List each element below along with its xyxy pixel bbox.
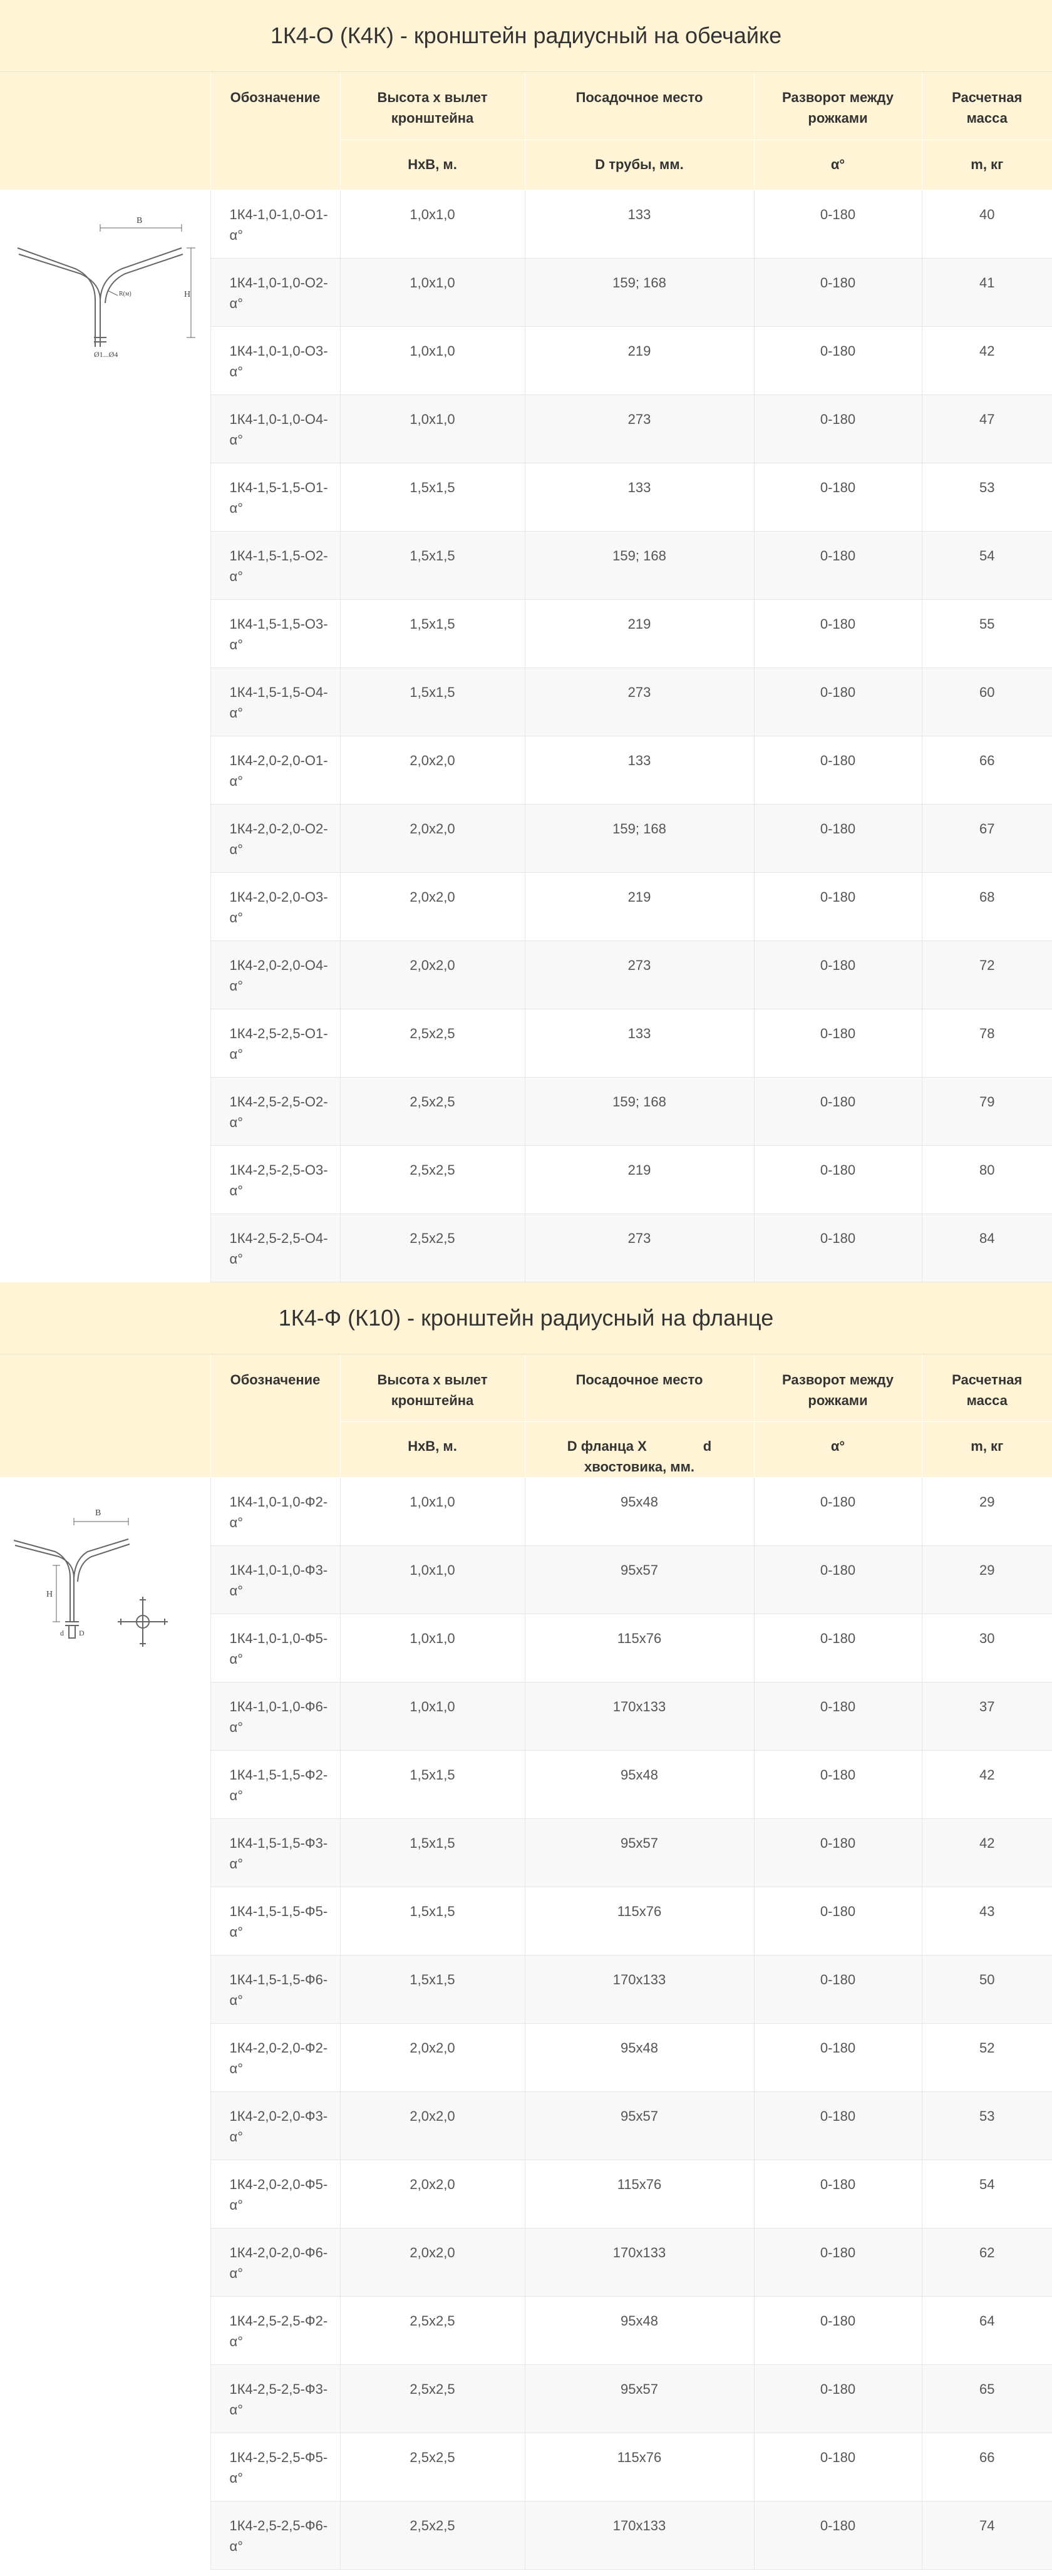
cell-rotation: 0-180 [754,2297,922,2365]
cell-designation: 1К4-1,5-1,5-Ф5-α° [210,1887,340,1955]
cell-designation: 1К4-2,5-2,5-О1-α° [210,1009,340,1077]
cell-mass: 66 [922,736,1052,804]
cell-seat: 115x76 [525,2160,754,2228]
table-header-row [0,1354,1052,1422]
cell-size: 2,0x2,0 [340,2228,525,2297]
cell-seat: 133 [525,463,754,531]
cell-size: 1,0x1,0 [340,1614,525,1682]
subheader-rotation: α° [754,140,922,190]
cell-mass: 66 [922,2433,1052,2501]
cell-size: 1,5x1,5 [340,1955,525,2024]
cell-size: 1,0x1,0 [340,1546,525,1614]
drawing-label-b: B [137,215,143,225]
cell-seat: 115x76 [525,1887,754,1955]
cell-size: 2,0x2,0 [340,2160,525,2228]
section-title: 1К4-Ф (К10) - кронштейн радиусный на фланце [0,1282,1052,1354]
cell-seat: 219 [525,1145,754,1213]
cell-mass: 80 [922,1145,1052,1213]
spec-table [0,1354,1052,2570]
cell-seat: 95x48 [525,1751,754,1819]
subheader-mass: m, кг [922,1422,1052,1478]
cell-mass: 78 [922,1009,1052,1077]
cell-designation: 1К4-2,5-2,5-Ф5-α° [210,2433,340,2501]
cell-size: 2,0x2,0 [340,2092,525,2160]
header-seat: Посадочное место [525,72,754,140]
cell-seat: 95x57 [525,2092,754,2160]
cell-seat: 273 [525,667,754,736]
cell-rotation: 0-180 [754,2365,922,2433]
header-image-column [0,72,210,190]
cell-mass: 42 [922,1819,1052,1887]
cell-mass: 54 [922,2160,1052,2228]
cell-seat: 159; 168 [525,258,754,326]
cell-mass: 74 [922,2501,1052,2570]
cell-designation: 1К4-2,5-2,5-О3-α° [210,1145,340,1213]
cell-size: 1,5x1,5 [340,667,525,736]
cell-size: 2,5x2,5 [340,2365,525,2433]
cell-mass: 42 [922,326,1052,394]
cell-rotation: 0-180 [754,599,922,667]
cell-mass: 41 [922,258,1052,326]
cell-rotation: 0-180 [754,1614,922,1682]
cell-designation: 1К4-2,5-2,5-О4-α° [210,1213,340,1282]
cell-rotation: 0-180 [754,2501,922,2570]
subheader-size: HxB, м. [340,1422,525,1478]
table-body [0,1478,1052,2570]
subheader-seat [525,1422,754,1478]
cell-seat: 219 [525,872,754,940]
header-size: Высота х вылет кронштейна [340,1354,525,1422]
cell-designation: 1К4-2,0-2,0-Ф5-α° [210,2160,340,2228]
cell-seat: 115x76 [525,2433,754,2501]
cell-size: 1,5x1,5 [340,531,525,599]
cell-seat: 170x133 [525,1682,754,1751]
cell-size: 2,5x2,5 [340,1145,525,1213]
cell-seat: 95x48 [525,1478,754,1546]
table-row [0,190,1052,258]
cell-designation: 1К4-1,5-1,5-О3-α° [210,599,340,667]
cell-mass: 65 [922,2365,1052,2433]
cell-rotation: 0-180 [754,1009,922,1077]
cell-size: 2,5x2,5 [340,1009,525,1077]
subheader-mass: m, кг [922,140,1052,190]
cell-mass: 72 [922,940,1052,1009]
subheader-rotation: α° [754,1422,922,1478]
cell-designation: 1К4-1,0-1,0-Ф6-α° [210,1682,340,1751]
cell-rotation: 0-180 [754,1751,922,1819]
drawing-label-h: H [46,1590,53,1599]
cell-mass: 50 [922,1955,1052,2024]
cell-designation: 1К4-2,0-2,0-О2-α° [210,804,340,872]
cell-rotation: 0-180 [754,872,922,940]
cell-mass: 29 [922,1478,1052,1546]
cell-rotation: 0-180 [754,1145,922,1213]
header-size: Высота х вылет кронштейна [340,72,525,140]
cell-rotation: 0-180 [754,190,922,258]
subheader-seat-shank: хвостовика, мм. [584,1459,694,1475]
subheader-size: HxB, м. [340,140,525,190]
cell-size: 1,0x1,0 [340,1682,525,1751]
cell-size: 2,0x2,0 [340,872,525,940]
cell-rotation: 0-180 [754,804,922,872]
cell-designation: 1К4-1,0-1,0-О4-α° [210,394,340,463]
cell-designation: 1К4-1,5-1,5-Ф2-α° [210,1751,340,1819]
cell-rotation: 0-180 [754,1955,922,2024]
cell-rotation: 0-180 [754,2024,922,2092]
cell-mass: 60 [922,667,1052,736]
cell-rotation: 0-180 [754,1819,922,1887]
cell-size: 2,5x2,5 [340,2501,525,2570]
cell-seat: 219 [525,599,754,667]
cell-designation: 1К4-2,0-2,0-Ф6-α° [210,2228,340,2297]
cell-rotation: 0-180 [754,2228,922,2297]
cell-seat: 133 [525,190,754,258]
cell-designation: 1К4-1,5-1,5-Ф3-α° [210,1819,340,1887]
drawing-label-tube: Ø1...Ø4 [94,349,118,359]
table-header-row [0,72,1052,140]
cell-rotation: 0-180 [754,1887,922,1955]
cell-size: 1,0x1,0 [340,394,525,463]
cell-mass: 42 [922,1751,1052,1819]
cell-size: 1,0x1,0 [340,190,525,258]
cell-mass: 43 [922,1887,1052,1955]
cell-designation: 1К4-2,0-2,0-О4-α° [210,940,340,1009]
cell-designation: 1К4-1,0-1,0-О3-α° [210,326,340,394]
cell-rotation: 0-180 [754,1077,922,1145]
cell-seat: 159; 168 [525,1077,754,1145]
cell-designation: 1К4-2,0-2,0-Ф2-α° [210,2024,340,2092]
cell-seat: 170x133 [525,2228,754,2297]
cell-size: 2,5x2,5 [340,2297,525,2365]
cell-designation: 1К4-2,5-2,5-О2-α° [210,1077,340,1145]
cell-rotation: 0-180 [754,2092,922,2160]
cell-designation: 1К4-2,0-2,0-Ф3-α° [210,2092,340,2160]
cell-seat: 273 [525,1213,754,1282]
bracket-drawing-cell [0,190,210,1282]
cell-designation: 1К4-1,5-1,5-О4-α° [210,667,340,736]
cell-designation: 1К4-2,5-2,5-Ф3-α° [210,2365,340,2433]
cell-size: 1,5x1,5 [340,1887,525,1955]
drawing-label-r: R(м) [119,290,132,297]
cell-size: 2,0x2,0 [340,940,525,1009]
cell-size: 1,0x1,0 [340,1478,525,1546]
cell-rotation: 0-180 [754,531,922,599]
drawing-label-h: H [184,289,191,299]
bracket-drawing-cell [0,1478,210,2570]
cell-size: 1,5x1,5 [340,599,525,667]
cell-mass: 64 [922,2297,1052,2365]
cell-size: 1,0x1,0 [340,326,525,394]
cell-rotation: 0-180 [754,667,922,736]
cell-designation: 1К4-1,5-1,5-О1-α° [210,463,340,531]
cell-rotation: 0-180 [754,1682,922,1751]
drawing-label-D: D [79,1629,85,1637]
header-designation: Обозначение [210,72,340,190]
cell-size: 2,5x2,5 [340,1077,525,1145]
cell-seat: 115x76 [525,1614,754,1682]
cell-seat: 95x48 [525,2297,754,2365]
cell-seat: 159; 168 [525,531,754,599]
header-designation: Обозначение [210,1354,340,1478]
cell-mass: 47 [922,394,1052,463]
cell-seat: 273 [525,394,754,463]
cell-seat: 95x57 [525,2365,754,2433]
cell-mass: 67 [922,804,1052,872]
cell-size: 2,5x2,5 [340,1213,525,1282]
cell-mass: 53 [922,463,1052,531]
cell-mass: 37 [922,1682,1052,1751]
cell-rotation: 0-180 [754,1478,922,1546]
cell-mass: 52 [922,2024,1052,2092]
cell-mass: 30 [922,1614,1052,1682]
cell-size: 1,5x1,5 [340,463,525,531]
cell-seat: 133 [525,736,754,804]
cell-mass: 29 [922,1546,1052,1614]
spec-table [0,72,1052,1282]
cell-mass: 68 [922,872,1052,940]
cell-seat: 219 [525,326,754,394]
table-body [0,190,1052,1282]
cell-designation: 1К4-2,5-2,5-Ф6-α° [210,2501,340,2570]
subheader-seat-d: d [703,1438,712,1454]
cell-seat: 159; 168 [525,804,754,872]
cell-rotation: 0-180 [754,1546,922,1614]
cell-designation: 1К4-1,5-1,5-Ф6-α° [210,1955,340,2024]
table-row [0,1478,1052,1546]
cell-designation: 1К4-1,0-1,0-О1-α° [210,190,340,258]
drawing-label-b: B [95,1508,101,1518]
cell-seat: 170x133 [525,2501,754,2570]
cell-rotation: 0-180 [754,940,922,1009]
cell-designation: 1К4-1,0-1,0-Ф2-α° [210,1478,340,1546]
cell-size: 2,0x2,0 [340,804,525,872]
header-seat: Посадочное место [525,1354,754,1422]
cell-seat: 133 [525,1009,754,1077]
cell-size: 1,5x1,5 [340,1751,525,1819]
header-image-column [0,1354,210,1478]
cell-mass: 79 [922,1077,1052,1145]
bracket-drawing-icon [0,1497,200,1653]
cell-designation: 1К4-1,5-1,5-О2-α° [210,531,340,599]
drawing-label-d: d [60,1629,64,1637]
header-mass: Расчетная масса [922,72,1052,140]
cell-designation: 1К4-2,0-2,0-О1-α° [210,736,340,804]
cell-designation: 1К4-2,0-2,0-О3-α° [210,872,340,940]
header-rotation: Разворот между рожками [754,1354,922,1422]
cell-size: 2,5x2,5 [340,2433,525,2501]
cell-seat: 170x133 [525,1955,754,2024]
section-flange-bracket [0,1282,1052,2570]
cell-mass: 84 [922,1213,1052,1282]
cell-rotation: 0-180 [754,394,922,463]
cell-size: 1,5x1,5 [340,1819,525,1887]
cell-rotation: 0-180 [754,2160,922,2228]
cell-rotation: 0-180 [754,736,922,804]
cell-rotation: 0-180 [754,463,922,531]
cell-seat: 95x48 [525,2024,754,2092]
cell-mass: 55 [922,599,1052,667]
header-mass: Расчетная масса [922,1354,1052,1422]
cell-designation: 1К4-1,0-1,0-Ф5-α° [210,1614,340,1682]
header-rotation: Разворот между рожками [754,72,922,140]
cell-mass: 40 [922,190,1052,258]
cell-seat: 273 [525,940,754,1009]
cell-seat: 95x57 [525,1819,754,1887]
section-shell-bracket [0,0,1052,1282]
cell-seat: 95x57 [525,1546,754,1614]
cell-size: 2,0x2,0 [340,2024,525,2092]
section-title: 1К4-О (К4К) - кронштейн радиусный на обечайке [0,0,1052,72]
cell-size: 1,0x1,0 [340,258,525,326]
subheader-seat-flange: D фланца X [567,1438,647,1454]
cell-size: 2,0x2,0 [340,736,525,804]
cell-rotation: 0-180 [754,326,922,394]
subheader-seat: D трубы, мм. [525,140,754,190]
cell-mass: 53 [922,2092,1052,2160]
cell-rotation: 0-180 [754,258,922,326]
cell-rotation: 0-180 [754,1213,922,1282]
cell-designation: 1К4-1,0-1,0-Ф3-α° [210,1546,340,1614]
cell-rotation: 0-180 [754,2433,922,2501]
bracket-drawing-icon [0,209,200,359]
cell-designation: 1К4-1,0-1,0-О2-α° [210,258,340,326]
cell-mass: 54 [922,531,1052,599]
cell-designation: 1К4-2,5-2,5-Ф2-α° [210,2297,340,2365]
cell-mass: 62 [922,2228,1052,2297]
